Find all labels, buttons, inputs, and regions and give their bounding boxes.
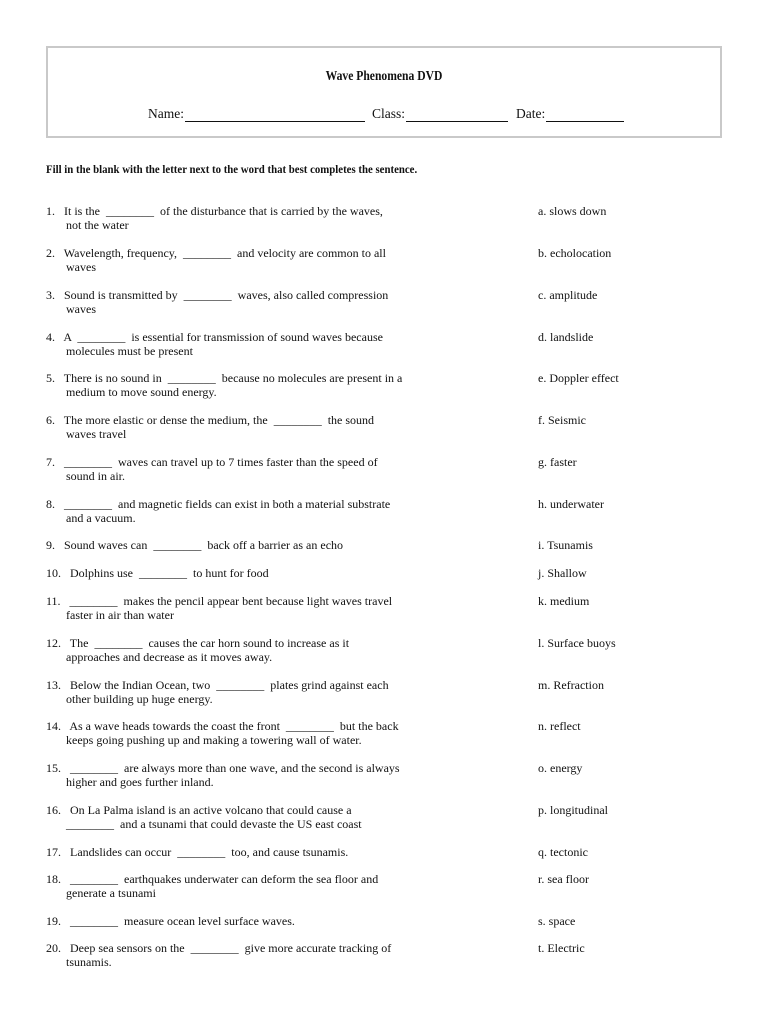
answer-option: r. sea floor (538, 872, 589, 886)
name-blank[interactable] (185, 107, 365, 122)
answer-option: g. faster (538, 455, 577, 469)
answer-option: h. underwater (538, 497, 604, 511)
question-item[interactable] (46, 288, 446, 316)
question-text-line2: medium to move sound energy. (66, 385, 217, 399)
student-info-row (48, 106, 720, 122)
question-item[interactable] (46, 204, 446, 232)
answer-option: l. Surface buoys (538, 636, 616, 650)
question-item[interactable] (46, 566, 446, 580)
question-text-line1: 10. Dolphins use ________ to hunt for food (46, 566, 269, 580)
class-label: Class: (372, 106, 406, 121)
question-text-line1: 5. There is no sound in ________ because no molecules are present in a (46, 371, 403, 385)
question-text-line2: molecules must be present (66, 344, 193, 358)
question-item[interactable] (46, 914, 446, 928)
question-text-line1: 19. ________ measure ocean level surface waves. (46, 914, 295, 928)
date-field[interactable] (516, 106, 624, 122)
question-item[interactable] (46, 636, 446, 664)
question-text-line2: waves (66, 302, 96, 316)
question-item[interactable] (46, 594, 446, 622)
answer-option: j. Shallow (538, 566, 587, 580)
answer-option: i. Tsunamis (538, 538, 593, 552)
question-item[interactable] (46, 803, 446, 831)
question-text-line1: 8. ________ and magnetic fields can exist in both a material substrate (46, 497, 391, 511)
question-text-line2: and a vacuum. (66, 511, 136, 525)
answer-option: p. longitudinal (538, 803, 608, 817)
question-item[interactable] (46, 761, 446, 789)
answer-option: k. medium (538, 594, 590, 608)
question-text-line1: 18. ________ earthquakes underwater can deform the sea floor and (46, 872, 379, 886)
document-title: Wave Phenomena DVD (325, 68, 443, 83)
question-item[interactable] (46, 371, 446, 399)
question-text-line1: 6. The more elastic or dense the medium, the ________ the sound (46, 413, 375, 427)
question-text-line2: ________ and a tsunami that could devaste the US east coast (66, 817, 362, 831)
answer-option: e. Doppler effect (538, 371, 619, 385)
question-text-line2: sound in air. (66, 469, 125, 483)
answer-option: d. landslide (538, 330, 594, 344)
question-text-line2: faster in air than water (66, 608, 174, 622)
question-text-line1: 16. On La Palma island is an active volcano that could cause a (46, 803, 352, 817)
question-text-line1: 2. Wavelength, frequency, ________ and velocity are common to all (46, 246, 386, 260)
question-text-line2: keeps going pushing up and making a towering wall of water. (66, 733, 362, 747)
question-text-line1: 1. It is the ________ of the disturbance that is carried by the waves, (46, 204, 383, 218)
question-item[interactable] (46, 941, 446, 969)
answer-option: o. energy (538, 761, 583, 775)
class-field[interactable] (372, 106, 508, 122)
question-text-line1: 13. Below the Indian Ocean, two ________ plates grind against each (46, 678, 389, 692)
answer-option: f. Seismic (538, 413, 586, 427)
question-text-line1: 12. The ________ causes the car horn sound to increase as it (46, 636, 350, 650)
question-text-line1: 20. Deep sea sensors on the ________ give more accurate tracking of (46, 941, 392, 955)
answer-option: m. Refraction (538, 678, 604, 692)
question-text-line2: higher and goes further inland. (66, 775, 214, 789)
question-text-line2: waves (66, 260, 96, 274)
question-text-line1: 14. As a wave heads towards the coast the front ________ but the back (46, 719, 399, 733)
instructions: Fill in the blank with the letter next to the word that best completes the sentence. (46, 162, 418, 176)
question-text-line2: other building up huge energy. (66, 692, 213, 706)
answer-option: s. space (538, 914, 576, 928)
question-text-line1: 11. ________ makes the pencil appear bent because light waves travel (46, 594, 393, 608)
question-item[interactable] (46, 413, 446, 441)
question-item[interactable] (46, 538, 446, 552)
name-field[interactable] (148, 106, 365, 122)
question-item[interactable] (46, 497, 446, 525)
answer-option: b. echolocation (538, 246, 612, 260)
answer-option: n. reflect (538, 719, 581, 733)
question-item[interactable] (46, 330, 446, 358)
question-item[interactable] (46, 455, 446, 483)
question-text-line1: 17. Landslides can occur ________ too, and cause tsunamis. (46, 845, 349, 859)
name-label: Name: (148, 106, 184, 121)
question-text-line1: 4. A ________ is essential for transmission of sound waves because (46, 330, 383, 344)
answer-option: a. slows down (538, 204, 607, 218)
question-item[interactable] (46, 719, 446, 747)
question-text-line2: tsunamis. (66, 955, 112, 969)
question-text-line1: 3. Sound is transmitted by ________ waves, also called compression (46, 288, 389, 302)
header-box (46, 46, 722, 138)
answer-option: c. amplitude (538, 288, 598, 302)
question-text-line2: waves travel (66, 427, 127, 441)
question-text-line1: 15. ________ are always more than one wave, and the second is always (46, 761, 400, 775)
question-item[interactable] (46, 845, 446, 859)
question-text-line1: 9. Sound waves can ________ back off a barrier as an echo (46, 538, 344, 552)
question-text-line2: generate a tsunami (66, 886, 156, 900)
answer-option: t. Electric (538, 941, 585, 955)
date-blank[interactable] (546, 107, 624, 122)
question-item[interactable] (46, 246, 446, 274)
question-item[interactable] (46, 678, 446, 706)
question-text-line2: approaches and decrease as it moves away. (66, 650, 273, 664)
question-item[interactable] (46, 872, 446, 900)
class-blank[interactable] (406, 107, 508, 122)
answer-option: q. tectonic (538, 845, 588, 859)
question-text-line1: 7. ________ waves can travel up to 7 times faster than the speed of (46, 455, 378, 469)
date-label: Date: (516, 106, 546, 121)
question-text-line2: not the water (66, 218, 129, 232)
